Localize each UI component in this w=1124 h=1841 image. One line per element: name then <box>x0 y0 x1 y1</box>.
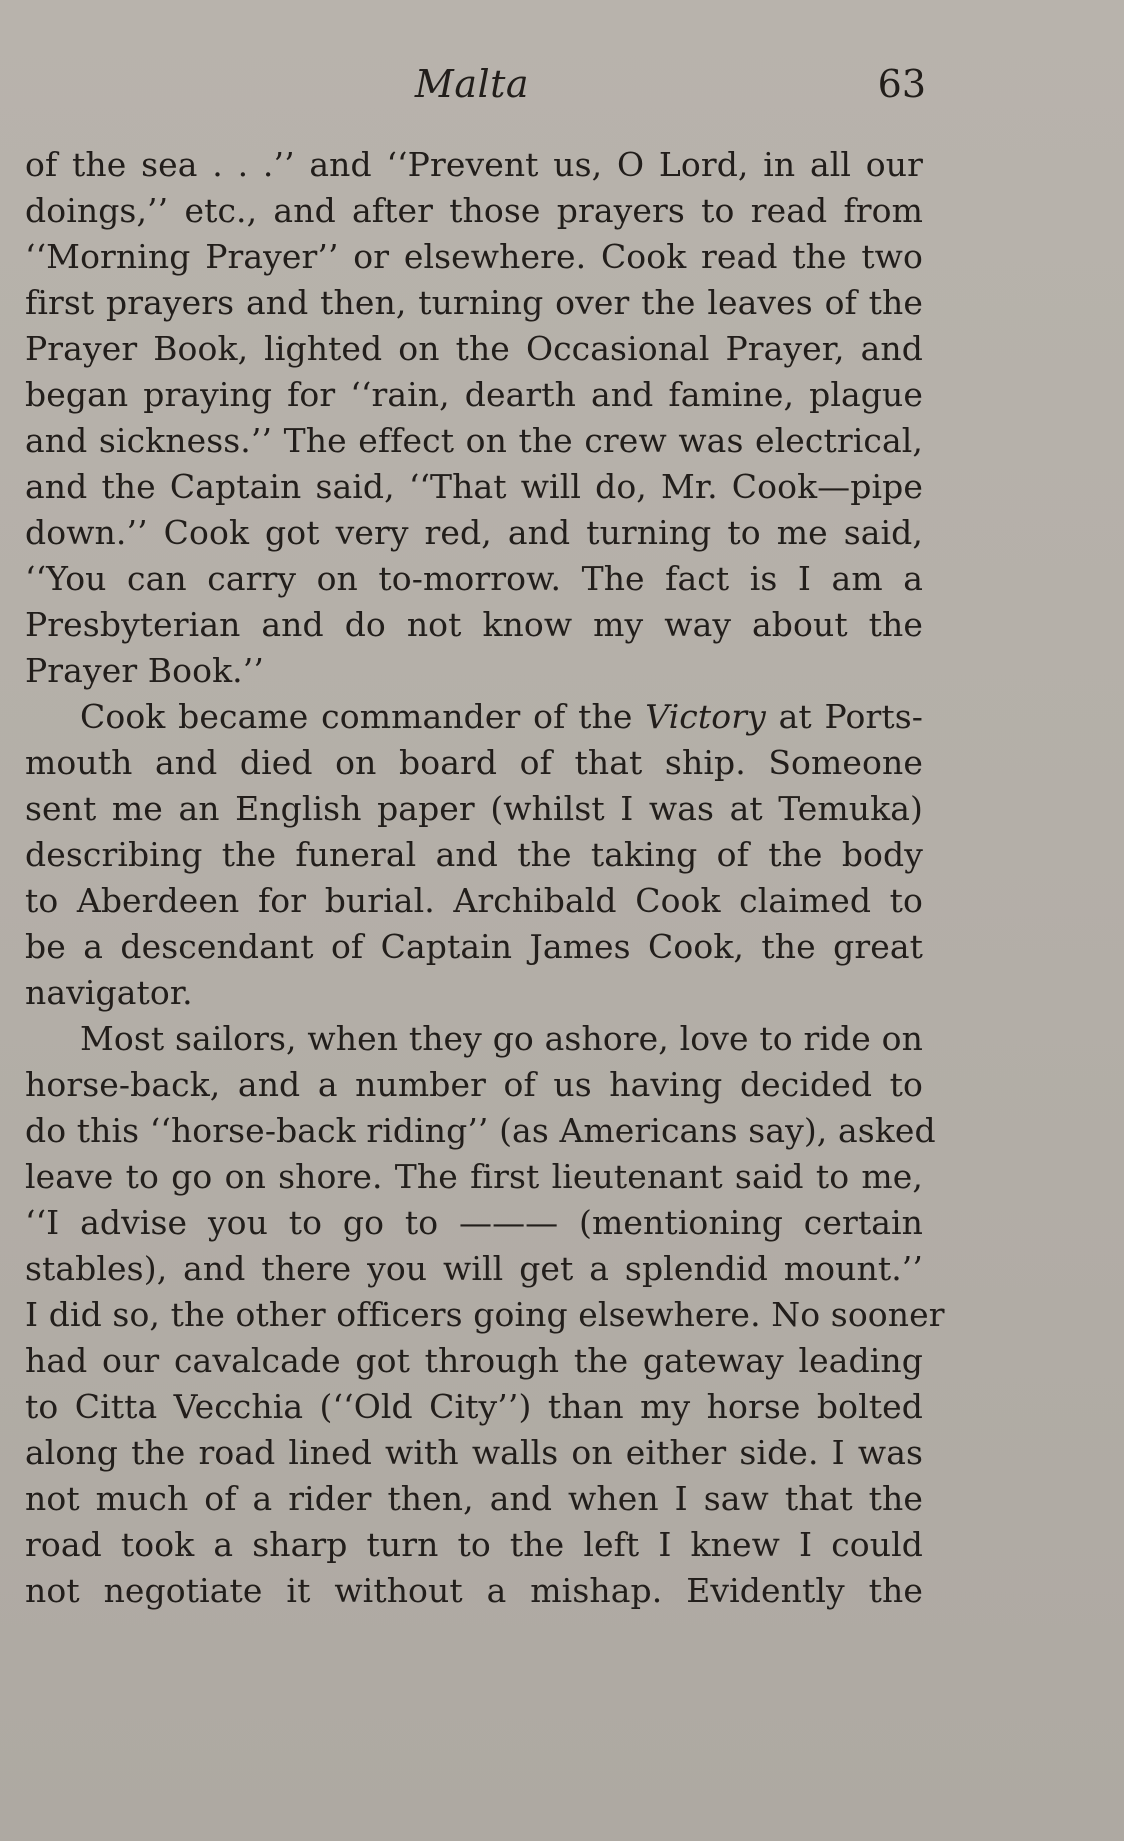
page-number: 63 <box>877 62 926 106</box>
text-line: not negotiate it without a mishap. Evidently the <box>25 1571 923 1610</box>
text-line: and sickness.’’ The effect on the crew was electrical, <box>25 421 923 460</box>
text-span: at Ports- <box>765 697 923 736</box>
running-head <box>0 56 1124 116</box>
text-line: do this ‘‘horse-back riding’’ (as Americans say), asked <box>25 1111 936 1150</box>
text-line: began praying for ‘‘rain, dearth and famine, plague <box>25 375 923 414</box>
text-span: Cook became commander of the <box>80 697 646 736</box>
text-line: and the Captain said, ‘‘That will do, Mr. Cook—pipe <box>25 467 923 506</box>
text-line: Presbyterian and do not know my way about the <box>25 605 923 644</box>
text-line: along the road lined with walls on either side. I was <box>25 1433 923 1472</box>
body-text <box>25 142 945 1614</box>
paragraph-start-line <box>25 694 923 740</box>
text-line: Prayer Book, lighted on the Occasional Prayer, and <box>25 329 923 368</box>
text-line: to Aberdeen for burial. Archibald Cook claimed to <box>25 881 923 920</box>
text-line: be a descendant of Captain James Cook, the great <box>25 927 923 966</box>
text-line: down.’’ Cook got very red, and turning to me said, <box>25 513 923 552</box>
text-line: Prayer Book.’’ <box>25 651 264 690</box>
text-line: to Citta Vecchia (‘‘Old City’’) than my horse bolted <box>25 1387 923 1426</box>
text-line: mouth and died on board of that ship. Someone <box>25 743 923 782</box>
chapter-title: Malta <box>414 62 530 106</box>
text-line: ‘‘You can carry on to-morrow. The fact is I am a <box>25 559 923 598</box>
paragraph-start-line: Most sailors, when they go ashore, love to ride on <box>80 1019 923 1058</box>
text-line: doings,’’ etc., and after those prayers to read from <box>25 191 923 230</box>
text-line: describing the funeral and the taking of the body <box>25 835 923 874</box>
text-line: not much of a rider then, and when I saw that the <box>25 1479 923 1518</box>
text-line: ‘‘I advise you to go to ——— (mentioning certain <box>25 1203 923 1242</box>
text-line: navigator. <box>25 973 193 1012</box>
text-line: leave to go on shore. The first lieutenant said to me, <box>25 1157 923 1196</box>
text-line: had our cavalcade got through the gateway leading <box>25 1341 923 1380</box>
ship-name-italic: Victory <box>645 697 766 736</box>
text-line: road took a sharp turn to the left I knew I could <box>25 1525 923 1564</box>
text-line: sent me an English paper (whilst I was at Temuka) <box>25 789 923 828</box>
text-line: of the sea . . .’’ and ‘‘Prevent us, O Lord, in all our <box>25 145 923 184</box>
text-line: first prayers and then, turning over the leaves of the <box>25 283 923 322</box>
text-line: ‘‘Morning Prayer’’ or elsewhere. Cook read the two <box>25 237 923 276</box>
text-line: I did so, the other officers going elsewhere. No sooner <box>25 1295 945 1334</box>
text-line: stables), and there you will get a splendid mount.’’ <box>25 1249 923 1288</box>
text-line: horse-back, and a number of us having decided to <box>25 1065 923 1104</box>
